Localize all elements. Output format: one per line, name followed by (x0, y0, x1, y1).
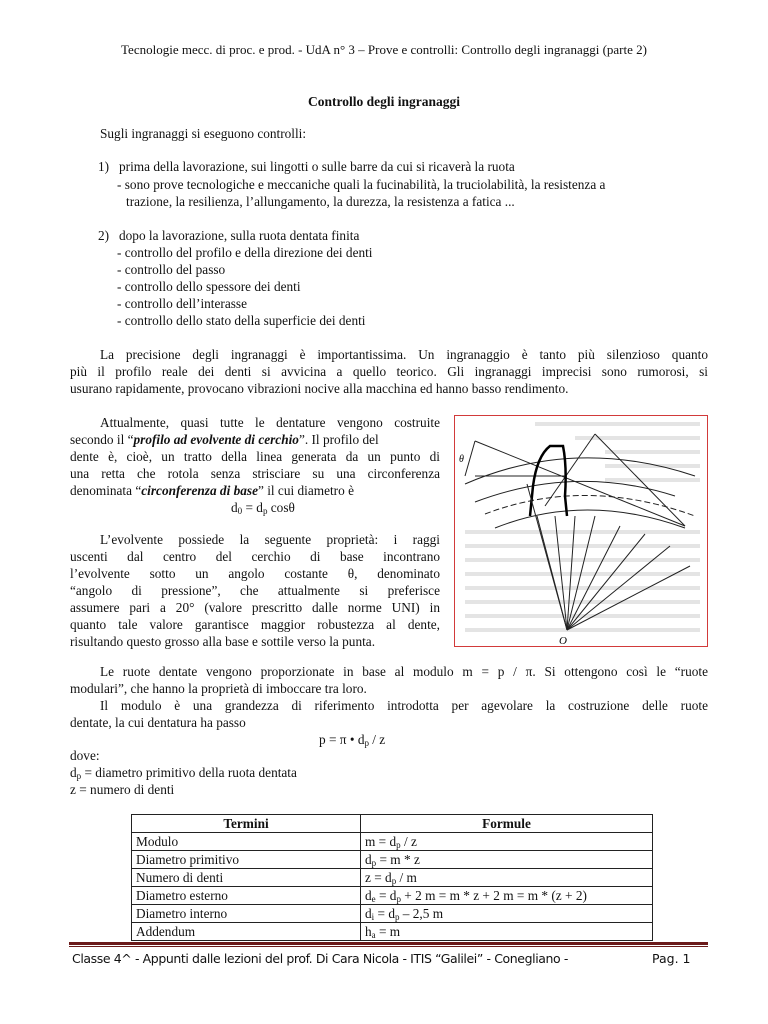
symbol: d (70, 765, 77, 780)
formula-part: m = d (365, 833, 397, 849)
base-diameter-formula (231, 499, 295, 516)
formula-part: / z (400, 833, 417, 849)
module-paragraph-line: Il modulo è una grandezza di riferimento introdotta per agevolare la costruzione delle ruote (100, 698, 708, 713)
formula-subscript: p (394, 911, 400, 922)
term-cell: Numero di denti (132, 869, 361, 887)
formula-subscript: e (371, 893, 376, 904)
text-fragment: secondo il “ (70, 432, 134, 447)
term-cell: Diametro esterno (132, 887, 361, 905)
formula-subscript: p (391, 875, 397, 886)
definition-dp (70, 764, 297, 781)
formula-part: = d (242, 500, 263, 515)
involute-paragraph-line (70, 431, 440, 448)
involute-diagram-svg (455, 416, 708, 647)
formula-part: / z (368, 732, 386, 747)
term-cell: Diametro interno (132, 905, 361, 923)
term-cell: Modulo (132, 833, 361, 851)
involute-paragraph-line: Attualmente, quasi tutte le dentature vengono costruite (100, 415, 440, 430)
property-paragraph-line: assumere pari a 20° (valore prescritto dalle norme UNI) in (70, 600, 440, 615)
formula-part: = d (375, 887, 397, 903)
footer-divider-thin (69, 946, 708, 947)
emphasis-base-circle: circonferenza di base (141, 483, 258, 498)
table-row (132, 869, 653, 887)
emphasis-involute-profile: profilo ad evolvente di cerchio (133, 432, 299, 447)
involute-paragraph-line: dente è, cioè, un tratto della linea generata da un punto di (70, 449, 440, 464)
column-header-formulas: Formule (361, 815, 653, 833)
formula-part: d (231, 500, 238, 515)
precision-paragraph-line: La precisione degli ingranaggi è importantissima. Un ingranaggio è tanto più silenzioso quanto (100, 347, 708, 362)
precision-paragraph-line: più il profilo reale dei denti si avvicina a quello teorico. Gli ingranaggi imprecisi sono rumorosi, si (70, 364, 708, 379)
definition-text: = diametro primitivo della ruota dentata (81, 765, 297, 780)
running-header: Tecnologie mecc. di proc. e prod. - UdA n° 3 – Prove e controlli: Controllo degli ingranaggi (parte 2) (121, 42, 647, 57)
formula-part: z = d (365, 869, 392, 885)
formula-part: d (365, 905, 372, 921)
property-paragraph-line: quanto tale valore garantisce maggior robustezza al dente, (70, 617, 440, 632)
formula-part: p = π • d (319, 732, 365, 747)
formula-cell (361, 923, 653, 941)
involute-diagram-figure (454, 415, 708, 647)
module-paragraph-line: dentate, la cui dentatura ha passo (70, 715, 246, 730)
list-item-2-sub: - controllo dello stato della superficie dei denti (117, 313, 366, 328)
text-fragment: ”. Il profilo del (298, 432, 379, 447)
property-paragraph-line: “angolo di pressione”, che attualmente si preferisce (70, 583, 440, 598)
intro-text: Sugli ingranaggi si eseguono controlli: (100, 126, 307, 141)
table-row (132, 851, 653, 869)
formula-subscript: 0 (237, 506, 243, 516)
formula-subscript: p (364, 738, 369, 748)
table-header-row (132, 815, 653, 833)
list-number-2: 2) (98, 228, 110, 243)
text-fragment: ” il cui diametro è (257, 483, 354, 498)
formula-part: d (365, 851, 372, 867)
list-item-2-sub: - controllo del profilo e della direzione dei denti (117, 245, 373, 260)
property-paragraph-line: L’evolvente possiede la seguente proprietà: i raggi (100, 532, 440, 547)
footer-credits: Classe 4^ - Appunti dalle lezioni del prof. Di Cara Nicola - ITIS “Galilei” - Conegliano - (72, 951, 568, 966)
list-item-2-sub: - controllo dell’interasse (117, 296, 247, 311)
table-row (132, 887, 653, 905)
formula-subscript: p (396, 839, 401, 850)
list-number-1: 1) (98, 159, 110, 174)
term-cell: Diametro primitivo (132, 851, 361, 869)
page-number: Pag. 1 (652, 951, 691, 966)
terms-formulas-table (131, 814, 653, 941)
page-title: Controllo degli ingranaggi (307, 94, 460, 109)
where-label: dove: (70, 748, 100, 763)
formula-part: cosθ (267, 500, 295, 515)
formula-part: + 2 m = m * z + 2 m = m * (z + 2) (400, 887, 587, 903)
pitch-formula (319, 731, 385, 748)
definition-z: z = numero di denti (70, 782, 175, 797)
formula-part: / m (396, 869, 417, 885)
figure-label-O: O (559, 635, 567, 647)
involute-paragraph-line: una retta che rotola senza strisciare su una circonferenza (70, 466, 440, 481)
formula-cell (361, 869, 653, 887)
list-item-1-text: prima della lavorazione, sui lingotti o sulle barre da cui si ricaverà la ruota (119, 159, 515, 174)
formula-subscript: a (371, 929, 376, 940)
figure-label-theta: θ (459, 454, 464, 465)
module-paragraph-line: modulari”, che hanno la proprietà di imboccare tra loro. (70, 681, 367, 696)
formula-subscript: i (371, 911, 375, 922)
module-paragraph-line: Le ruote dentate vengono proporzionate in base al modulo m = p / π. Si ottengono così le “ruote (100, 664, 708, 679)
list-item-2-text: dopo la lavorazione, sulla ruota dentata finita (119, 228, 360, 243)
formula-part: – 2,5 m (399, 905, 444, 921)
formula-cell (361, 833, 653, 851)
text-fragment: denominata “ (70, 483, 142, 498)
formula-part: = m (375, 923, 401, 939)
formula-subscript: p (262, 506, 268, 516)
formula-subscript: p (371, 857, 377, 868)
property-paragraph-line: risultando questo grosso alla base e sottile verso la punta. (70, 634, 376, 649)
table-row (132, 923, 653, 941)
table-row (132, 833, 653, 851)
symbol-subscript: p (76, 771, 82, 781)
property-paragraph-line: l’evolvente sotto un angolo costante θ, denominato (70, 566, 440, 581)
formula-part: h (365, 923, 372, 939)
formula-part: = d (374, 905, 395, 921)
list-item-1-sub: trazione, la resilienza, l’allungamento, la durezza, la resistenza a fatica ... (126, 194, 515, 209)
table-row (132, 905, 653, 923)
property-paragraph-line: uscenti dal centro del cerchio di base incontrano (70, 549, 440, 564)
precision-paragraph-line: usurano rapidamente, provocano vibrazioni nocive alla macchina ed hanno basso rendimento. (70, 381, 569, 396)
formula-cell (361, 851, 653, 869)
list-item-1-sub: - sono prove tecnologiche e meccaniche quali la fucinabilità, la truciolabilità, la resistenza a (117, 177, 606, 192)
formula-part: d (365, 887, 372, 903)
formula-part: = m * z (376, 851, 420, 867)
list-item-2-sub: - controllo dello spessore dei denti (117, 279, 301, 294)
list-item-2-sub: - controllo del passo (117, 262, 226, 277)
formula-subscript: p (396, 893, 401, 904)
formula-cell (361, 905, 653, 923)
footer-divider (69, 942, 708, 945)
column-header-terms: Termini (132, 815, 361, 833)
involute-paragraph-line (70, 482, 354, 499)
term-cell: Addendum (132, 923, 361, 941)
formula-cell (361, 887, 653, 905)
